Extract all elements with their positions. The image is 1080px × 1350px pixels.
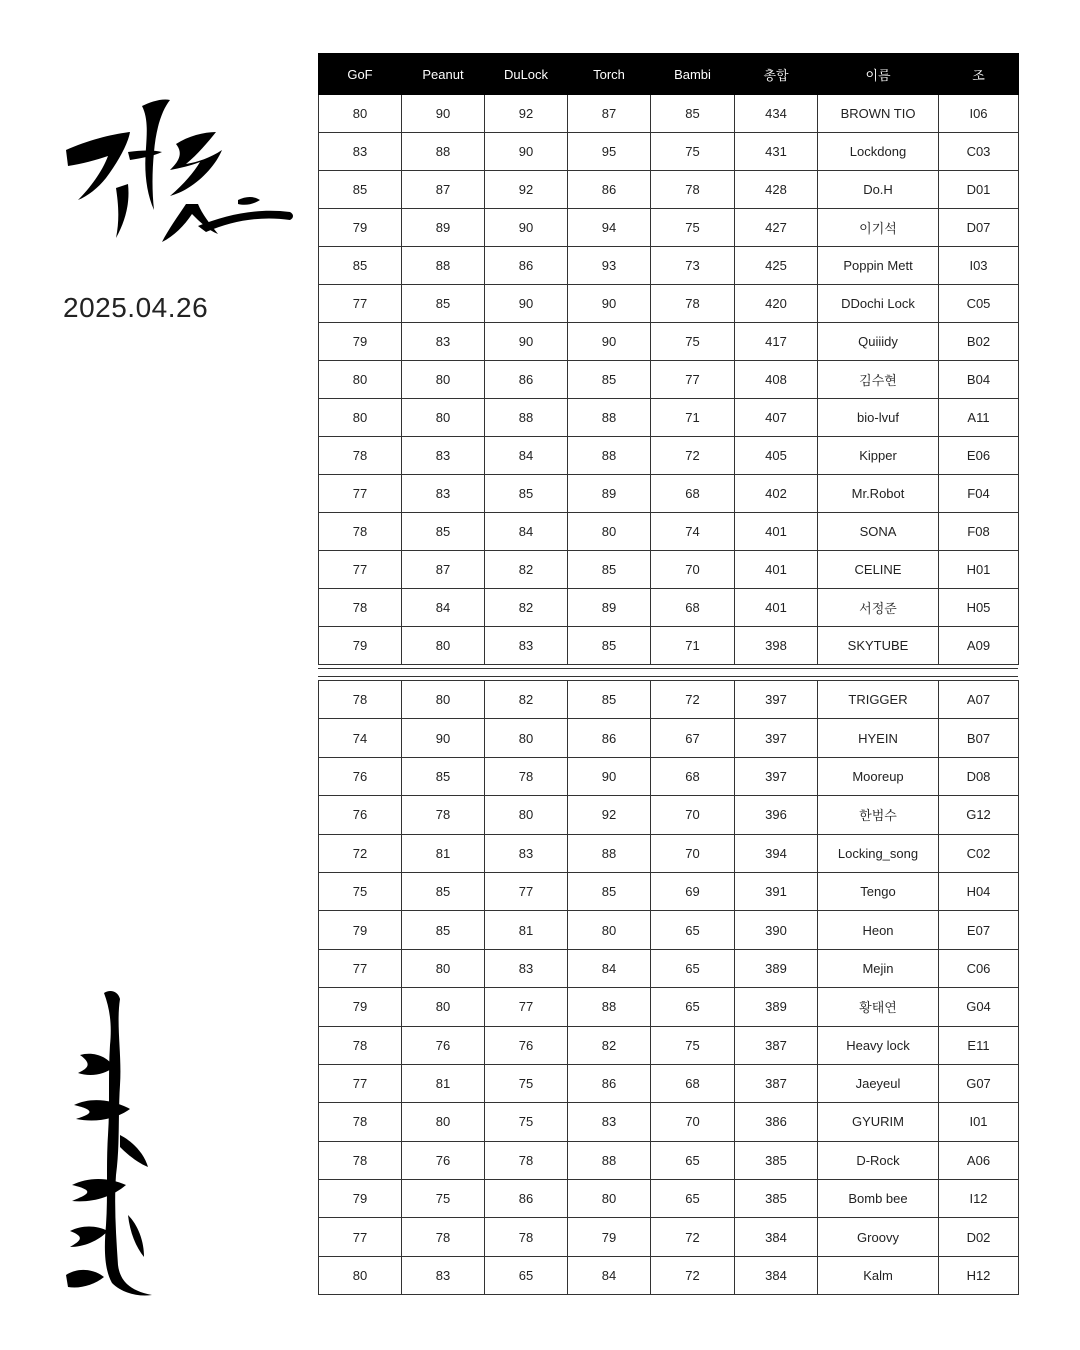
dulock-score: 78 xyxy=(485,1141,568,1179)
total-score: 394 xyxy=(735,834,818,872)
results-tables xyxy=(318,53,1018,1295)
torch-score: 86 xyxy=(568,719,651,757)
gof-score: 79 xyxy=(319,209,402,247)
col-header-dulock: DuLock xyxy=(485,54,568,95)
dulock-score: 85 xyxy=(485,475,568,513)
gof-score: 85 xyxy=(319,247,402,285)
peanut-score: 85 xyxy=(402,911,485,949)
group-code: C05 xyxy=(939,285,1019,323)
torch-score: 88 xyxy=(568,437,651,475)
group-code: A11 xyxy=(939,399,1019,437)
gof-score: 78 xyxy=(319,437,402,475)
dancer-name: Do.H xyxy=(818,171,939,209)
event-date: 2025.04.26 xyxy=(63,292,209,323)
group-code: D07 xyxy=(939,209,1019,247)
group-code: B07 xyxy=(939,719,1019,757)
total-score: 401 xyxy=(735,589,818,627)
bambi-score: 85 xyxy=(651,95,735,133)
group-code: D02 xyxy=(939,1218,1019,1256)
group-code: F08 xyxy=(939,513,1019,551)
dulock-score: 88 xyxy=(485,399,568,437)
torch-score: 85 xyxy=(568,361,651,399)
peanut-score: 78 xyxy=(402,796,485,834)
dancer-name: 황태연 xyxy=(818,988,939,1026)
gof-score: 80 xyxy=(319,95,402,133)
total-score: 396 xyxy=(735,796,818,834)
dulock-score: 86 xyxy=(485,361,568,399)
group-code: A06 xyxy=(939,1141,1019,1179)
peanut-score: 87 xyxy=(402,171,485,209)
col-header-name: 이름 xyxy=(818,54,939,95)
total-score: 397 xyxy=(735,681,818,719)
gof-score: 83 xyxy=(319,133,402,171)
torch-score: 89 xyxy=(568,589,651,627)
dulock-score: 76 xyxy=(485,1026,568,1064)
group-code: C02 xyxy=(939,834,1019,872)
dulock-score: 90 xyxy=(485,285,568,323)
total-score: 389 xyxy=(735,949,818,987)
table-row xyxy=(319,1256,1019,1294)
table-row xyxy=(319,551,1019,589)
torch-score: 87 xyxy=(568,95,651,133)
torch-score: 79 xyxy=(568,1218,651,1256)
bambi-score: 70 xyxy=(651,834,735,872)
results-table-bottom xyxy=(318,680,1019,1295)
bambi-score: 72 xyxy=(651,437,735,475)
gof-score: 78 xyxy=(319,1103,402,1141)
gof-score: 76 xyxy=(319,796,402,834)
total-score: 397 xyxy=(735,757,818,795)
table-row xyxy=(319,285,1019,323)
table-row xyxy=(319,133,1019,171)
total-score: 386 xyxy=(735,1103,818,1141)
bambi-score: 68 xyxy=(651,1064,735,1102)
total-score: 385 xyxy=(735,1141,818,1179)
table-row xyxy=(319,1064,1019,1102)
peanut-score: 83 xyxy=(402,437,485,475)
dulock-score: 84 xyxy=(485,437,568,475)
peanut-score: 85 xyxy=(402,872,485,910)
group-code: H12 xyxy=(939,1256,1019,1294)
table-row xyxy=(319,949,1019,987)
torch-score: 80 xyxy=(568,1180,651,1218)
table-row xyxy=(319,719,1019,757)
dancer-name: SKYTUBE xyxy=(818,627,939,665)
peanut-score: 90 xyxy=(402,95,485,133)
dulock-score: 82 xyxy=(485,589,568,627)
total-score: 390 xyxy=(735,911,818,949)
group-code: D08 xyxy=(939,757,1019,795)
total-score: 401 xyxy=(735,513,818,551)
dancer-name: 한범수 xyxy=(818,796,939,834)
gof-score: 79 xyxy=(319,988,402,1026)
dancer-name: GYURIM xyxy=(818,1103,939,1141)
group-code: H04 xyxy=(939,872,1019,910)
group-code: F04 xyxy=(939,475,1019,513)
dulock-score: 83 xyxy=(485,834,568,872)
peanut-score: 76 xyxy=(402,1026,485,1064)
total-score: 425 xyxy=(735,247,818,285)
gof-score: 78 xyxy=(319,1141,402,1179)
peanut-score: 83 xyxy=(402,1256,485,1294)
table-row xyxy=(319,872,1019,910)
torch-score: 94 xyxy=(568,209,651,247)
bambi-score: 72 xyxy=(651,1218,735,1256)
dulock-score: 83 xyxy=(485,627,568,665)
brush-logo xyxy=(58,92,298,262)
group-code: C03 xyxy=(939,133,1019,171)
dancer-name: Poppin Mett xyxy=(818,247,939,285)
table-separator xyxy=(318,668,1018,677)
bambi-score: 75 xyxy=(651,1026,735,1064)
table-row xyxy=(319,1026,1019,1064)
table-row xyxy=(319,1103,1019,1141)
peanut-score: 80 xyxy=(402,627,485,665)
bambi-score: 72 xyxy=(651,681,735,719)
dancer-name: Kalm xyxy=(818,1256,939,1294)
table-row xyxy=(319,475,1019,513)
dancer-name: Mejin xyxy=(818,949,939,987)
group-code: E07 xyxy=(939,911,1019,949)
group-code: H05 xyxy=(939,589,1019,627)
torch-score: 88 xyxy=(568,399,651,437)
bambi-score: 71 xyxy=(651,399,735,437)
dancer-name: Heon xyxy=(818,911,939,949)
torch-score: 86 xyxy=(568,171,651,209)
dancer-name: Lockdong xyxy=(818,133,939,171)
torch-score: 82 xyxy=(568,1026,651,1064)
total-score: 434 xyxy=(735,95,818,133)
dancer-name: Kipper xyxy=(818,437,939,475)
group-code: I03 xyxy=(939,247,1019,285)
peanut-score: 80 xyxy=(402,949,485,987)
gof-score: 78 xyxy=(319,1026,402,1064)
group-code: A07 xyxy=(939,681,1019,719)
table-row xyxy=(319,95,1019,133)
table-row xyxy=(319,834,1019,872)
dancer-name: Quiiidy xyxy=(818,323,939,361)
dulock-score: 86 xyxy=(485,247,568,285)
dulock-score: 78 xyxy=(485,757,568,795)
peanut-score: 90 xyxy=(402,719,485,757)
gof-score: 80 xyxy=(319,399,402,437)
torch-score: 85 xyxy=(568,681,651,719)
torch-score: 80 xyxy=(568,513,651,551)
dancer-name: 서정준 xyxy=(818,589,939,627)
total-score: 408 xyxy=(735,361,818,399)
bambi-score: 70 xyxy=(651,1103,735,1141)
bambi-score: 78 xyxy=(651,285,735,323)
torch-score: 95 xyxy=(568,133,651,171)
dancer-name: DDochi Lock xyxy=(818,285,939,323)
dulock-score: 90 xyxy=(485,209,568,247)
peanut-score: 78 xyxy=(402,1218,485,1256)
dancer-name: BROWN TIO xyxy=(818,95,939,133)
bambi-score: 72 xyxy=(651,1256,735,1294)
torch-score: 86 xyxy=(568,1064,651,1102)
gof-score: 77 xyxy=(319,285,402,323)
dancer-name: D-Rock xyxy=(818,1141,939,1179)
dulock-score: 82 xyxy=(485,551,568,589)
bambi-score: 68 xyxy=(651,475,735,513)
dulock-score: 75 xyxy=(485,1103,568,1141)
table-row xyxy=(319,988,1019,1026)
dulock-score: 65 xyxy=(485,1256,568,1294)
torch-score: 84 xyxy=(568,949,651,987)
table-row xyxy=(319,513,1019,551)
total-score: 427 xyxy=(735,209,818,247)
group-code: G07 xyxy=(939,1064,1019,1102)
brush-logo-vertical xyxy=(60,985,170,1305)
peanut-score: 81 xyxy=(402,834,485,872)
torch-score: 85 xyxy=(568,627,651,665)
group-code: B04 xyxy=(939,361,1019,399)
bambi-score: 70 xyxy=(651,796,735,834)
bambi-score: 77 xyxy=(651,361,735,399)
bambi-score: 71 xyxy=(651,627,735,665)
bambi-score: 65 xyxy=(651,1180,735,1218)
torch-score: 92 xyxy=(568,796,651,834)
peanut-score: 76 xyxy=(402,1141,485,1179)
dulock-score: 90 xyxy=(485,323,568,361)
peanut-score: 80 xyxy=(402,988,485,1026)
gof-score: 74 xyxy=(319,719,402,757)
dulock-score: 92 xyxy=(485,171,568,209)
dulock-score: 81 xyxy=(485,911,568,949)
dulock-score: 92 xyxy=(485,95,568,133)
torch-score: 83 xyxy=(568,1103,651,1141)
bambi-score: 78 xyxy=(651,171,735,209)
dulock-score: 80 xyxy=(485,719,568,757)
dancer-name: Jaeyeul xyxy=(818,1064,939,1102)
torch-score: 90 xyxy=(568,323,651,361)
col-header-gof: GoF xyxy=(319,54,402,95)
dulock-score: 84 xyxy=(485,513,568,551)
bambi-score: 75 xyxy=(651,209,735,247)
torch-score: 84 xyxy=(568,1256,651,1294)
dancer-name: bio-lvuf xyxy=(818,399,939,437)
total-score: 401 xyxy=(735,551,818,589)
dulock-score: 77 xyxy=(485,872,568,910)
torch-score: 88 xyxy=(568,834,651,872)
total-score: 407 xyxy=(735,399,818,437)
group-code: D01 xyxy=(939,171,1019,209)
dancer-name: CELINE xyxy=(818,551,939,589)
total-score: 428 xyxy=(735,171,818,209)
dulock-score: 86 xyxy=(485,1180,568,1218)
torch-score: 80 xyxy=(568,911,651,949)
total-score: 384 xyxy=(735,1256,818,1294)
torch-score: 90 xyxy=(568,285,651,323)
table-row xyxy=(319,171,1019,209)
peanut-score: 75 xyxy=(402,1180,485,1218)
bambi-score: 75 xyxy=(651,323,735,361)
total-score: 405 xyxy=(735,437,818,475)
dancer-name: Heavy lock xyxy=(818,1026,939,1064)
bambi-score: 65 xyxy=(651,988,735,1026)
gof-score: 78 xyxy=(319,681,402,719)
dancer-name: Locking_song xyxy=(818,834,939,872)
gof-score: 78 xyxy=(319,589,402,627)
peanut-score: 85 xyxy=(402,285,485,323)
col-header-peanut: Peanut xyxy=(402,54,485,95)
dancer-name: Mr.Robot xyxy=(818,475,939,513)
peanut-score: 88 xyxy=(402,247,485,285)
dancer-name: Groovy xyxy=(818,1218,939,1256)
peanut-score: 85 xyxy=(402,513,485,551)
peanut-score: 88 xyxy=(402,133,485,171)
table-row xyxy=(319,757,1019,795)
gof-score: 76 xyxy=(319,757,402,795)
bambi-score: 73 xyxy=(651,247,735,285)
table-row xyxy=(319,681,1019,719)
dulock-score: 82 xyxy=(485,681,568,719)
bambi-score: 70 xyxy=(651,551,735,589)
dulock-score: 90 xyxy=(485,133,568,171)
gof-score: 77 xyxy=(319,551,402,589)
group-code: E06 xyxy=(939,437,1019,475)
torch-score: 88 xyxy=(568,1141,651,1179)
group-code: C06 xyxy=(939,949,1019,987)
total-score: 385 xyxy=(735,1180,818,1218)
group-code: E11 xyxy=(939,1026,1019,1064)
peanut-score: 80 xyxy=(402,361,485,399)
gof-score: 75 xyxy=(319,872,402,910)
dancer-name: SONA xyxy=(818,513,939,551)
results-table-top xyxy=(318,53,1019,665)
total-score: 417 xyxy=(735,323,818,361)
table-row xyxy=(319,1180,1019,1218)
torch-score: 93 xyxy=(568,247,651,285)
total-score: 384 xyxy=(735,1218,818,1256)
dancer-name: 이기석 xyxy=(818,209,939,247)
table-row xyxy=(319,247,1019,285)
table-row xyxy=(319,361,1019,399)
table-row xyxy=(319,1218,1019,1256)
torch-score: 85 xyxy=(568,551,651,589)
total-score: 391 xyxy=(735,872,818,910)
gof-score: 80 xyxy=(319,361,402,399)
group-code: G12 xyxy=(939,796,1019,834)
bambi-score: 65 xyxy=(651,911,735,949)
dancer-name: HYEIN xyxy=(818,719,939,757)
dulock-score: 77 xyxy=(485,988,568,1026)
torch-score: 85 xyxy=(568,872,651,910)
bambi-score: 68 xyxy=(651,589,735,627)
gof-score: 79 xyxy=(319,911,402,949)
table-row xyxy=(319,911,1019,949)
total-score: 397 xyxy=(735,719,818,757)
dancer-name: Bomb bee xyxy=(818,1180,939,1218)
col-header-total: 총합 xyxy=(735,54,818,95)
bambi-score: 68 xyxy=(651,757,735,795)
total-score: 420 xyxy=(735,285,818,323)
group-code: I01 xyxy=(939,1103,1019,1141)
dulock-score: 83 xyxy=(485,949,568,987)
peanut-score: 84 xyxy=(402,589,485,627)
torch-score: 89 xyxy=(568,475,651,513)
peanut-score: 81 xyxy=(402,1064,485,1102)
bambi-score: 65 xyxy=(651,1141,735,1179)
gof-score: 77 xyxy=(319,1218,402,1256)
table-row xyxy=(319,437,1019,475)
peanut-score: 83 xyxy=(402,323,485,361)
gof-score: 72 xyxy=(319,834,402,872)
group-code: G04 xyxy=(939,988,1019,1026)
brush-logo-icon xyxy=(58,92,298,262)
peanut-score: 80 xyxy=(402,1103,485,1141)
peanut-score: 83 xyxy=(402,475,485,513)
peanut-score: 89 xyxy=(402,209,485,247)
torch-score: 88 xyxy=(568,988,651,1026)
bambi-score: 67 xyxy=(651,719,735,757)
group-code: H01 xyxy=(939,551,1019,589)
col-header-bambi: Bambi xyxy=(651,54,735,95)
gof-score: 77 xyxy=(319,949,402,987)
total-score: 389 xyxy=(735,988,818,1026)
table-row xyxy=(319,323,1019,361)
gof-score: 85 xyxy=(319,171,402,209)
table-row xyxy=(319,209,1019,247)
peanut-score: 87 xyxy=(402,551,485,589)
gof-score: 78 xyxy=(319,513,402,551)
dancer-name: Tengo xyxy=(818,872,939,910)
gof-score: 80 xyxy=(319,1256,402,1294)
total-score: 387 xyxy=(735,1064,818,1102)
peanut-score: 85 xyxy=(402,757,485,795)
peanut-score: 80 xyxy=(402,681,485,719)
bambi-score: 75 xyxy=(651,133,735,171)
table-row xyxy=(319,589,1019,627)
group-code: I12 xyxy=(939,1180,1019,1218)
group-code: I06 xyxy=(939,95,1019,133)
peanut-score: 80 xyxy=(402,399,485,437)
table-row xyxy=(319,796,1019,834)
table-row xyxy=(319,399,1019,437)
gof-score: 77 xyxy=(319,475,402,513)
gof-score: 79 xyxy=(319,627,402,665)
table-row xyxy=(319,627,1019,665)
brush-logo-vertical-icon xyxy=(60,985,170,1305)
dancer-name: 김수현 xyxy=(818,361,939,399)
torch-score: 90 xyxy=(568,757,651,795)
dulock-score: 78 xyxy=(485,1218,568,1256)
header-row xyxy=(319,54,1019,95)
dancer-name: Mooreup xyxy=(818,757,939,795)
gof-score: 79 xyxy=(319,1180,402,1218)
dancer-name: TRIGGER xyxy=(818,681,939,719)
col-header-torch: Torch xyxy=(568,54,651,95)
group-code: B02 xyxy=(939,323,1019,361)
group-code: A09 xyxy=(939,627,1019,665)
total-score: 387 xyxy=(735,1026,818,1064)
dulock-score: 80 xyxy=(485,796,568,834)
total-score: 398 xyxy=(735,627,818,665)
col-header-group: 조 xyxy=(939,54,1019,95)
bambi-score: 69 xyxy=(651,872,735,910)
bambi-score: 74 xyxy=(651,513,735,551)
total-score: 402 xyxy=(735,475,818,513)
gof-score: 77 xyxy=(319,1064,402,1102)
gof-score: 79 xyxy=(319,323,402,361)
total-score: 431 xyxy=(735,133,818,171)
dulock-score: 75 xyxy=(485,1064,568,1102)
bambi-score: 65 xyxy=(651,949,735,987)
table-row xyxy=(319,1141,1019,1179)
